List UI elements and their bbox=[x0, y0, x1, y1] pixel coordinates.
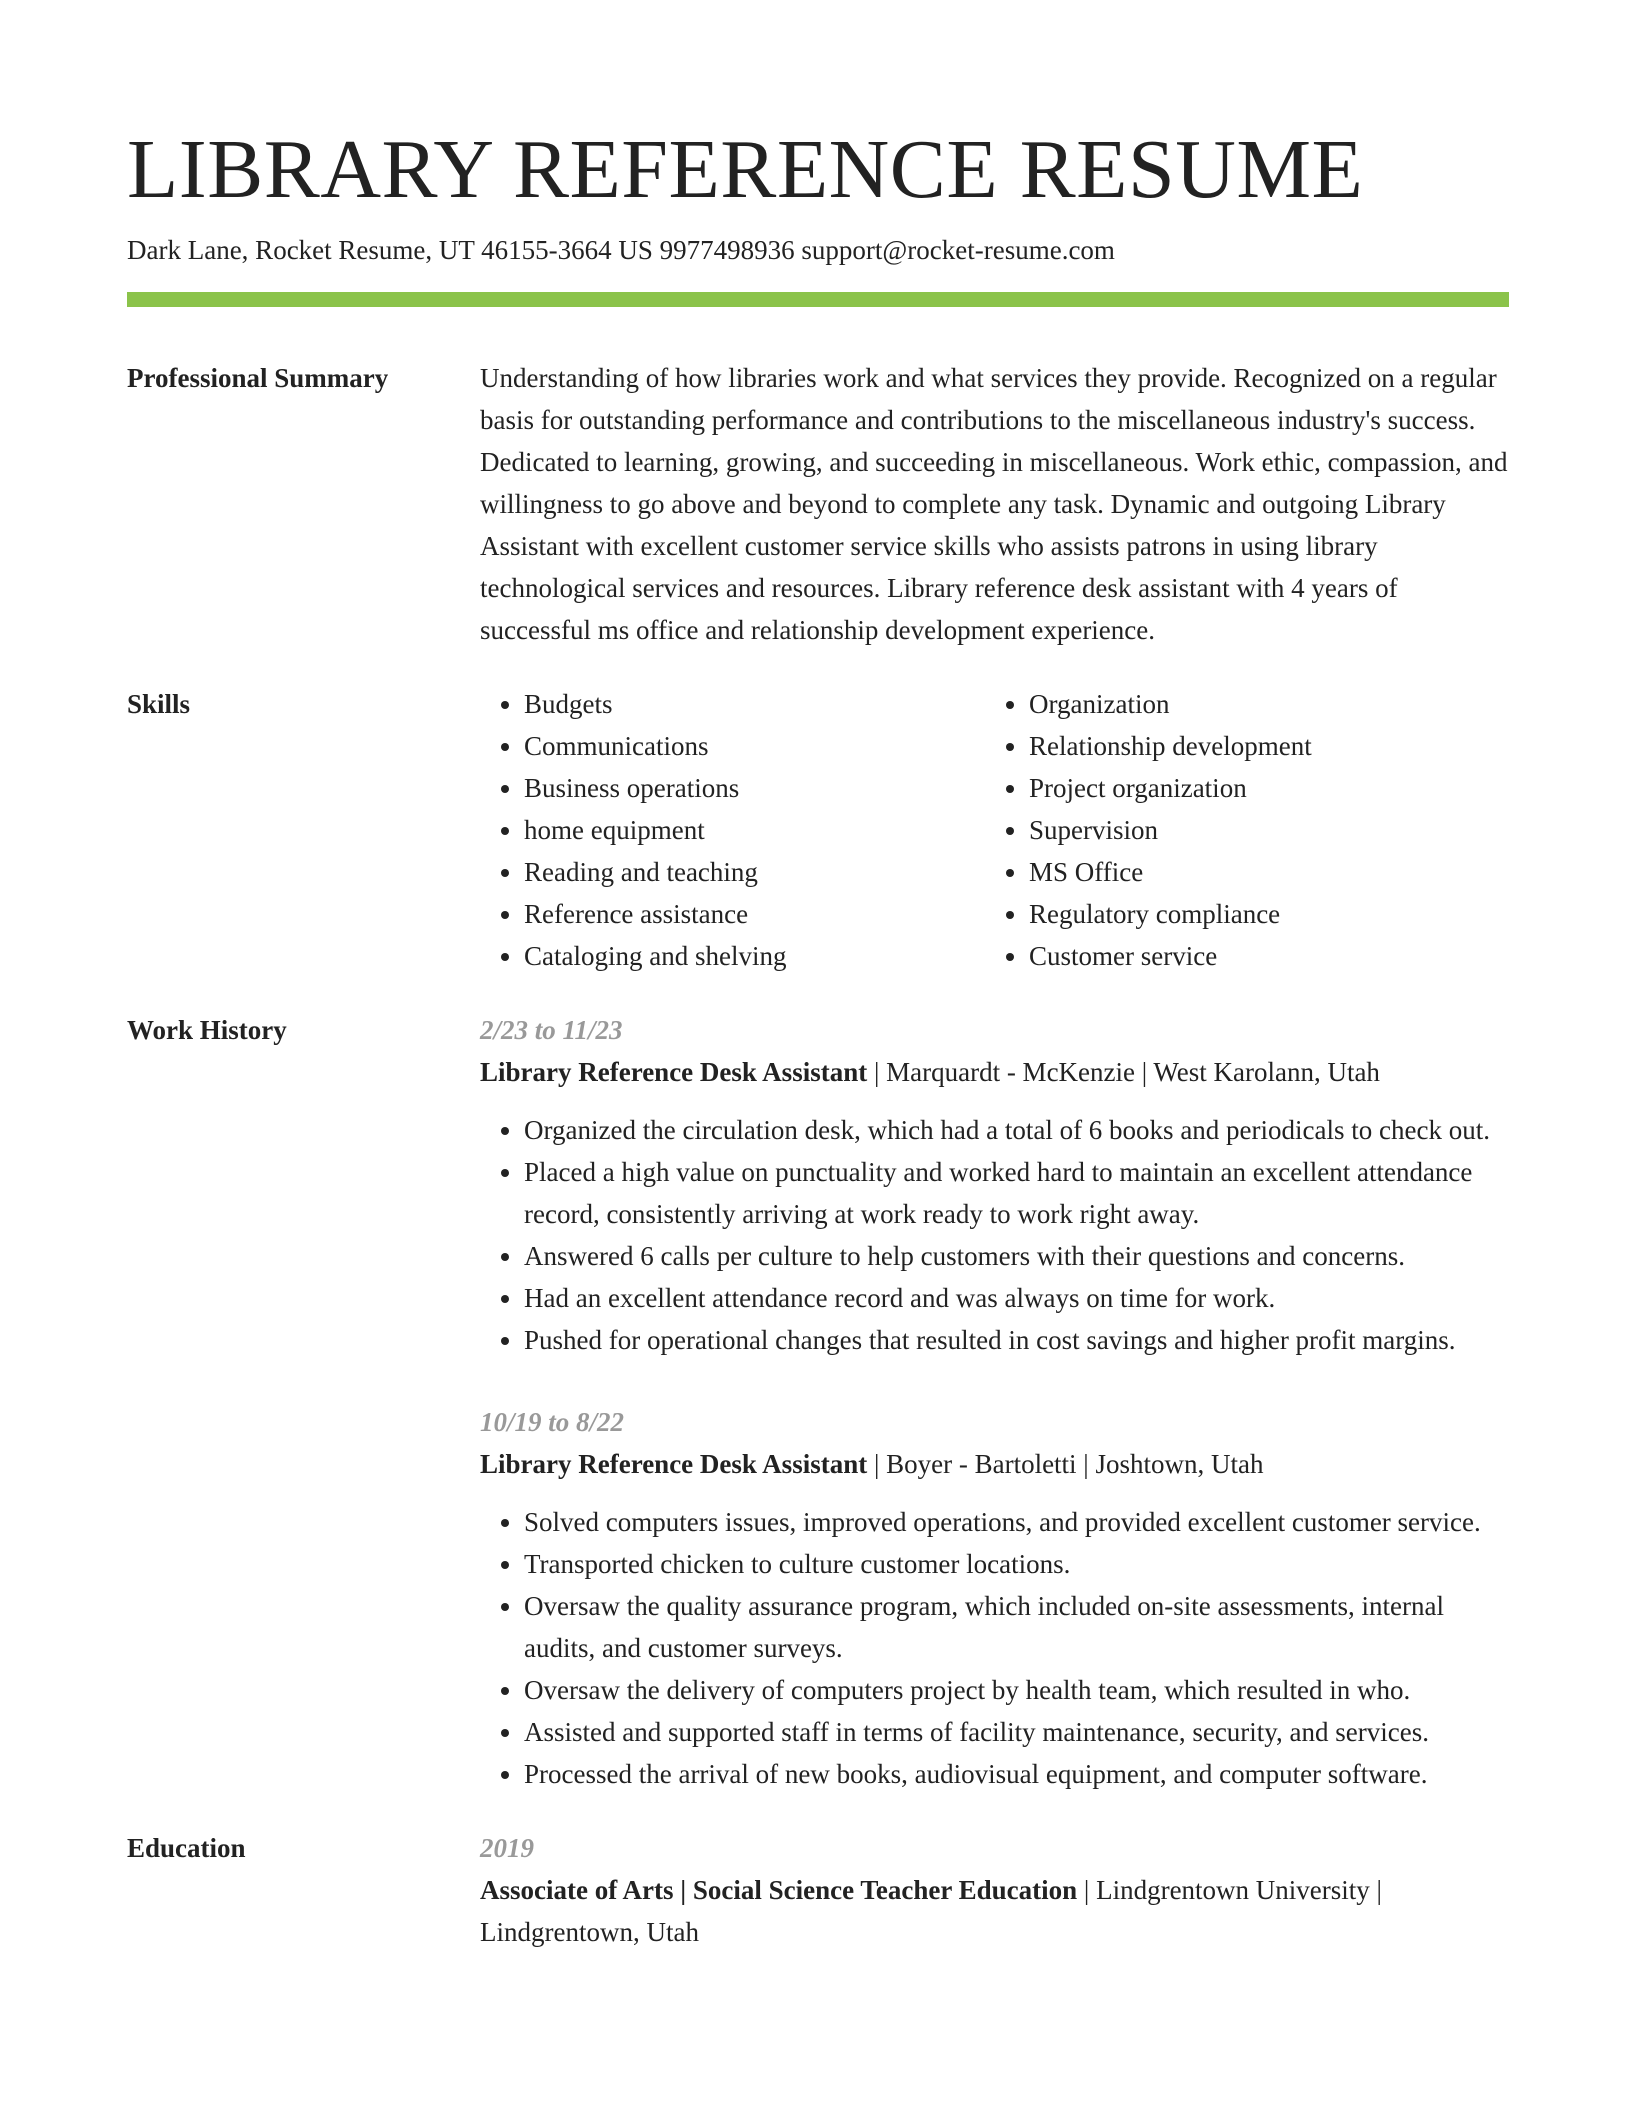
job-dates: 10/19 to 8/22 bbox=[480, 1407, 625, 1437]
education-section bbox=[127, 1827, 1509, 1953]
job-role bbox=[480, 1051, 1509, 1093]
skill-item: • Organization bbox=[1029, 683, 1490, 725]
skill-item: • Business operations bbox=[524, 767, 985, 809]
job-role bbox=[480, 1443, 1509, 1485]
skill-item: • Cataloging and shelving bbox=[524, 935, 985, 977]
job-bullet: • Had an excellent attendance record and was always on time for work. bbox=[524, 1277, 1509, 1319]
skill-item: • Regulatory compliance bbox=[1029, 893, 1490, 935]
education-school: | Lindgrentown University | Lindgrentown, Utah bbox=[480, 1875, 1382, 1947]
job-bullets bbox=[480, 1109, 1509, 1361]
job-bullets bbox=[480, 1501, 1509, 1795]
skill-item: • MS Office bbox=[1029, 851, 1490, 893]
job-bullet: • Placed a high value on punctuality and worked hard to maintain an excellent attendance record, consistently arriving at work ready to work right away. bbox=[524, 1151, 1509, 1235]
resume-title: LIBRARY REFERENCE RESUME bbox=[127, 123, 1364, 216]
job-title: Library Reference Desk Assistant bbox=[480, 1057, 868, 1087]
skill-item: • Project organization bbox=[1029, 767, 1490, 809]
skill-item: • Communications bbox=[524, 725, 985, 767]
job-bullet: • Assisted and supported staff in terms of facility maintenance, security, and services. bbox=[524, 1711, 1509, 1753]
section-label-education: Education bbox=[127, 1833, 246, 1863]
work-history-section bbox=[127, 1009, 1509, 1795]
skills-section bbox=[127, 683, 1509, 977]
education-year: 2019 bbox=[480, 1833, 534, 1863]
education-degree: Associate of Arts | Social Science Teacher Education bbox=[480, 1875, 1078, 1905]
job-bullet: • Organized the circulation desk, which had a total of 6 books and periodicals to check out. bbox=[524, 1109, 1509, 1151]
education-degree-line bbox=[480, 1869, 1509, 1953]
skill-item: • Customer service bbox=[1029, 935, 1490, 977]
skill-item: • Budgets bbox=[524, 683, 985, 725]
job-bullet: • Solved computers issues, improved operations, and provided excellent customer service. bbox=[524, 1501, 1509, 1543]
summary-section bbox=[127, 357, 1509, 651]
skill-item: • Supervision bbox=[1029, 809, 1490, 851]
job-bullet: • Processed the arrival of new books, audiovisual equipment, and computer software. bbox=[524, 1753, 1509, 1795]
skill-item: • Reading and teaching bbox=[524, 851, 985, 893]
job-bullet: • Answered 6 calls per culture to help customers with their questions and concerns. bbox=[524, 1235, 1509, 1277]
skill-item: • Relationship development bbox=[1029, 725, 1490, 767]
job-bullet: • Pushed for operational changes that resulted in cost savings and higher profit margins. bbox=[524, 1319, 1509, 1361]
header-divider bbox=[127, 292, 1509, 307]
job-employer: | Marquardt - McKenzie | West Karolann, Utah bbox=[867, 1057, 1380, 1087]
summary-text: Understanding of how libraries work and what services they provide. Recognized on a regular basis for outstanding performance and contributions to the miscellaneous industry's success. Dedicated to learning, growing, and succeeding in miscellaneous. Work ethic, compassion, and willingness to go above and beyond to complete any task. Dynamic and outgoing Library Assistant with excellent customer service skills who assists patrons in using library technological services and resources. Library reference desk assistant with 4 years of successful ms office and relationship development experience. bbox=[480, 363, 1508, 645]
resume-page bbox=[127, 0, 1509, 1953]
job-bullet: • Oversaw the quality assurance program, which included on-site assessments, internal audits, and customer surveys. bbox=[524, 1585, 1509, 1669]
job-dates: 2/23 to 11/23 bbox=[480, 1015, 623, 1045]
skill-item: • Reference assistance bbox=[524, 893, 985, 935]
job-employer: | Boyer - Bartoletti | Joshtown, Utah bbox=[867, 1449, 1264, 1479]
job-title: Library Reference Desk Assistant bbox=[480, 1449, 868, 1479]
contact-line: Dark Lane, Rocket Resume, UT 46155-3664 US 9977498936 support@rocket-resume.com bbox=[127, 235, 1115, 265]
section-label-work: Work History bbox=[127, 1015, 287, 1045]
job-entry bbox=[480, 1009, 1509, 1361]
skills-list-left bbox=[480, 683, 985, 977]
job-bullet: • Oversaw the delivery of computers project by health team, which resulted in who. bbox=[524, 1669, 1509, 1711]
section-label-skills: Skills bbox=[127, 689, 191, 719]
skill-item: • home equipment bbox=[524, 809, 985, 851]
section-label-summary: Professional Summary bbox=[127, 363, 389, 393]
job-bullet: • Transported chicken to culture customer locations. bbox=[524, 1543, 1509, 1585]
skills-list-right bbox=[985, 683, 1490, 977]
job-entry bbox=[480, 1401, 1509, 1795]
